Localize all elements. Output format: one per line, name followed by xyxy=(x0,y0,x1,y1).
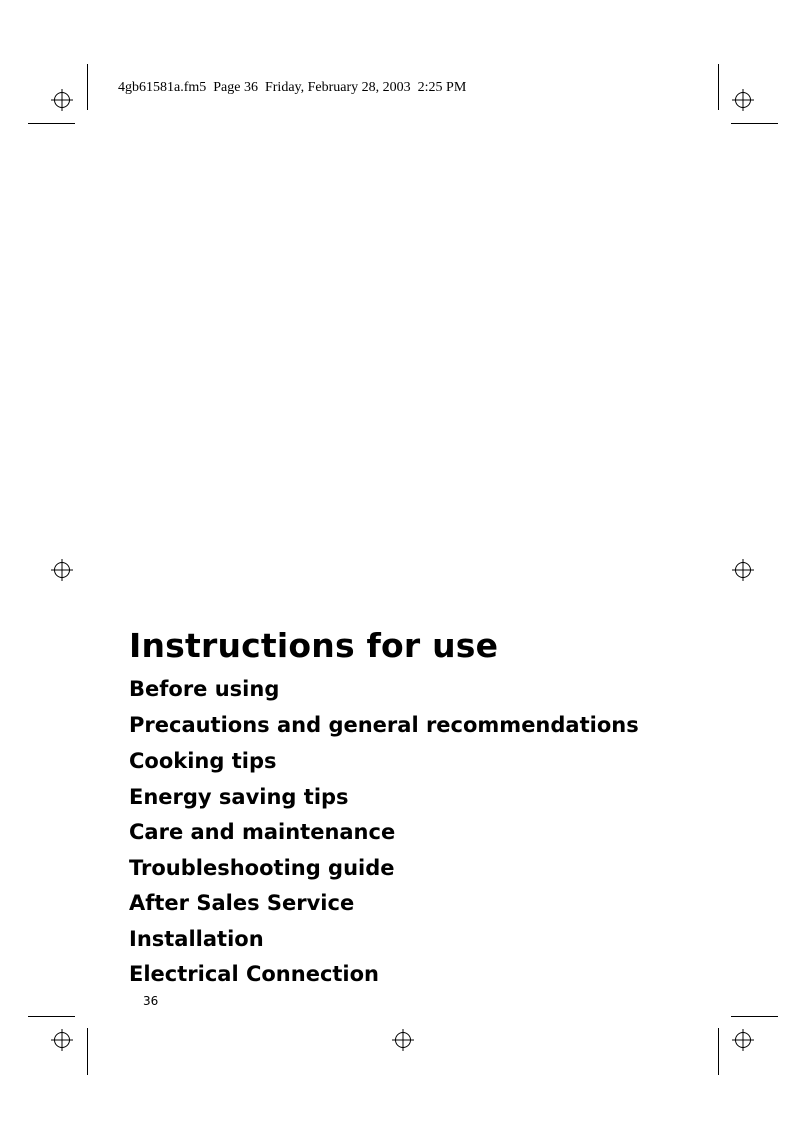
list-item: Troubleshooting guide xyxy=(129,856,395,880)
crop-mark-bottom-left-vertical xyxy=(87,1028,88,1075)
registration-mark-icon xyxy=(731,1028,755,1052)
list-item: Care and maintenance xyxy=(129,820,396,844)
crop-mark-top-left-horizontal xyxy=(28,123,75,124)
crop-mark-bottom-right-vertical xyxy=(718,1028,719,1075)
page-number: 36 xyxy=(143,994,159,1008)
page-title: Instructions for use xyxy=(129,626,499,665)
crop-mark-top-left-vertical xyxy=(87,64,88,110)
list-item: After Sales Service xyxy=(129,891,355,915)
list-item: Precautions and general recommendations xyxy=(129,713,639,737)
list-item: Installation xyxy=(129,927,264,951)
registration-mark-icon xyxy=(50,1028,74,1052)
registration-mark-icon xyxy=(50,88,74,112)
crop-mark-top-right-horizontal xyxy=(731,123,778,124)
crop-mark-bottom-right-horizontal xyxy=(731,1016,778,1017)
list-item: Before using xyxy=(129,677,280,701)
list-item: Cooking tips xyxy=(129,749,277,773)
registration-mark-icon xyxy=(391,1028,415,1052)
print-header: 4gb61581a.fm5 Page 36 Friday, February 28, 2003 2:25 PM xyxy=(118,80,467,95)
list-item: Energy saving tips xyxy=(129,785,349,809)
registration-mark-icon xyxy=(731,88,755,112)
crop-mark-top-right-vertical xyxy=(718,64,719,110)
list-item: Electrical Connection xyxy=(129,962,380,986)
registration-mark-icon xyxy=(731,558,755,582)
crop-mark-bottom-left-horizontal xyxy=(28,1016,75,1017)
registration-mark-icon xyxy=(50,558,74,582)
